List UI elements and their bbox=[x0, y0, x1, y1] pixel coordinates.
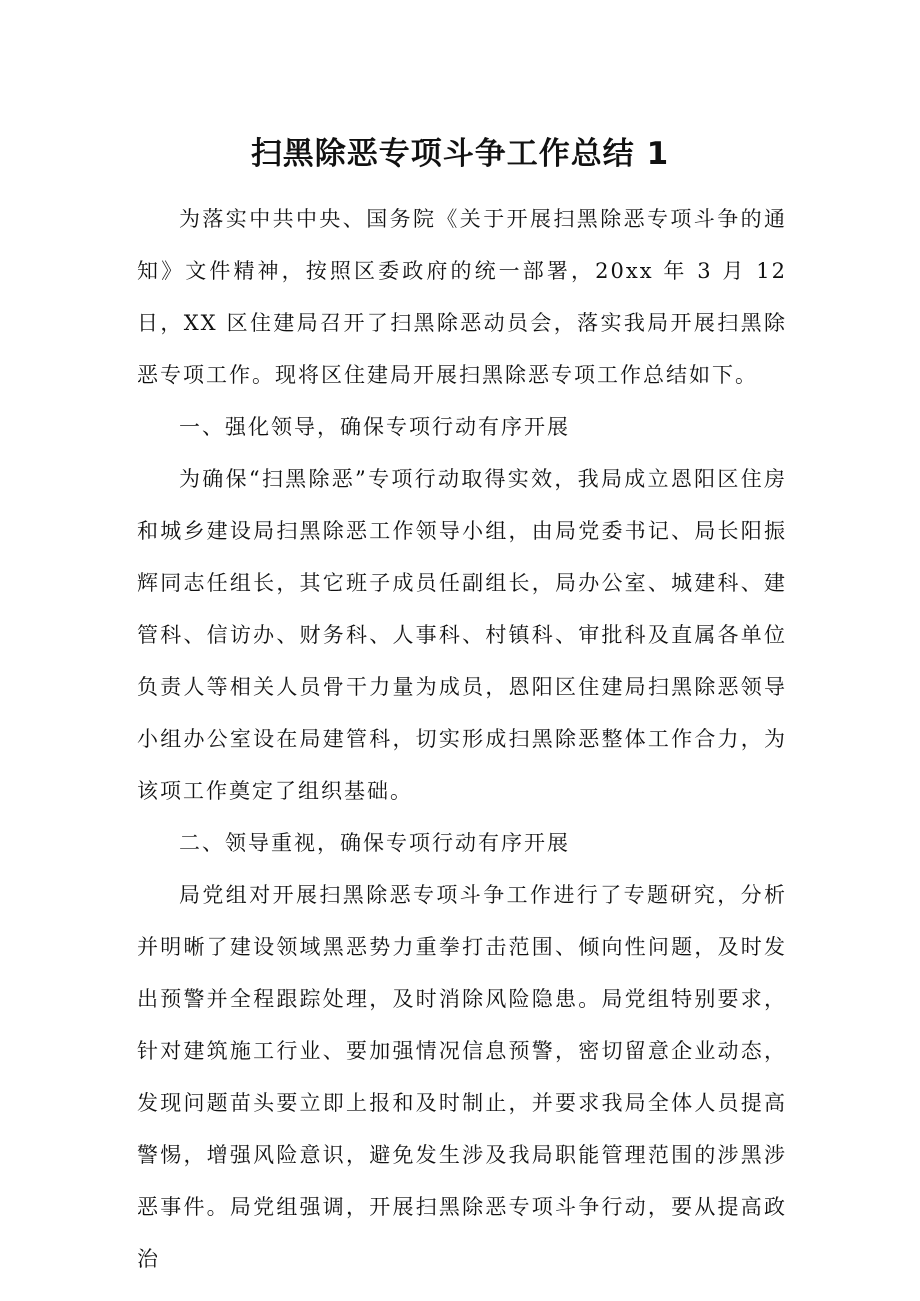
section-heading-2: 二、领导重视，确保专项行动有序开展 bbox=[179, 831, 570, 855]
document-body bbox=[137, 193, 787, 1285]
section-heading-1: 一、强化领导，确保专项行动有序开展 bbox=[179, 415, 570, 439]
document-title: 扫黑除恶专项斗争工作总结 1 bbox=[250, 136, 670, 172]
section-1-paragraph: 为确保“扫黑除恶”专项行动取得实效，我局成立恩阳区住房和城乡建设局扫黑除恶工作领导小组，由局党委书记、局长阳振辉同志任组长，其它班子成员任副组长，局办公室、城建科、建管科、信访办、财务科、人事科、村镇科、审批科及直属各单位负责人等相关人员骨干力量为成员，恩阳区住建局扫黑除恶领导小组办公室设在局建管科，切实形成扫黑除恶整体工作合力，为该项工作奠定了组织基础。 bbox=[137, 467, 787, 803]
section-2-paragraph: 局党组对开展扫黑除恶专项斗争工作进行了专题研究，分析并明晰了建设领域黑恶势力重拳打击范围、倾向性问题，及时发出预警并全程跟踪处理，及时消除风险隐患。局党组特别要求，针对建筑施工行业、要加强情况信息预警，密切留意企业动态，发现问题苗头要立即上报和及时制止，并要求我局全体人员提高警惕，增强风险意识，避免发生涉及我局职能管理范围的涉黑涉恶事件。局党组强调，开展扫黑除恶专项斗争行动，要从提高政治 bbox=[137, 883, 787, 1271]
intro-paragraph: 为落实中共中央、国务院《关于开展扫黑除恶专项斗争的通知》文件精神，按照区委政府的统一部署，20xx 年 3 月 12 日，XX 区住建局召开了扫黑除恶动员会，落实我局开展扫黑除恶专项工作。现将区住建局开展扫黑除恶专项工作总结如下。 bbox=[137, 207, 787, 387]
